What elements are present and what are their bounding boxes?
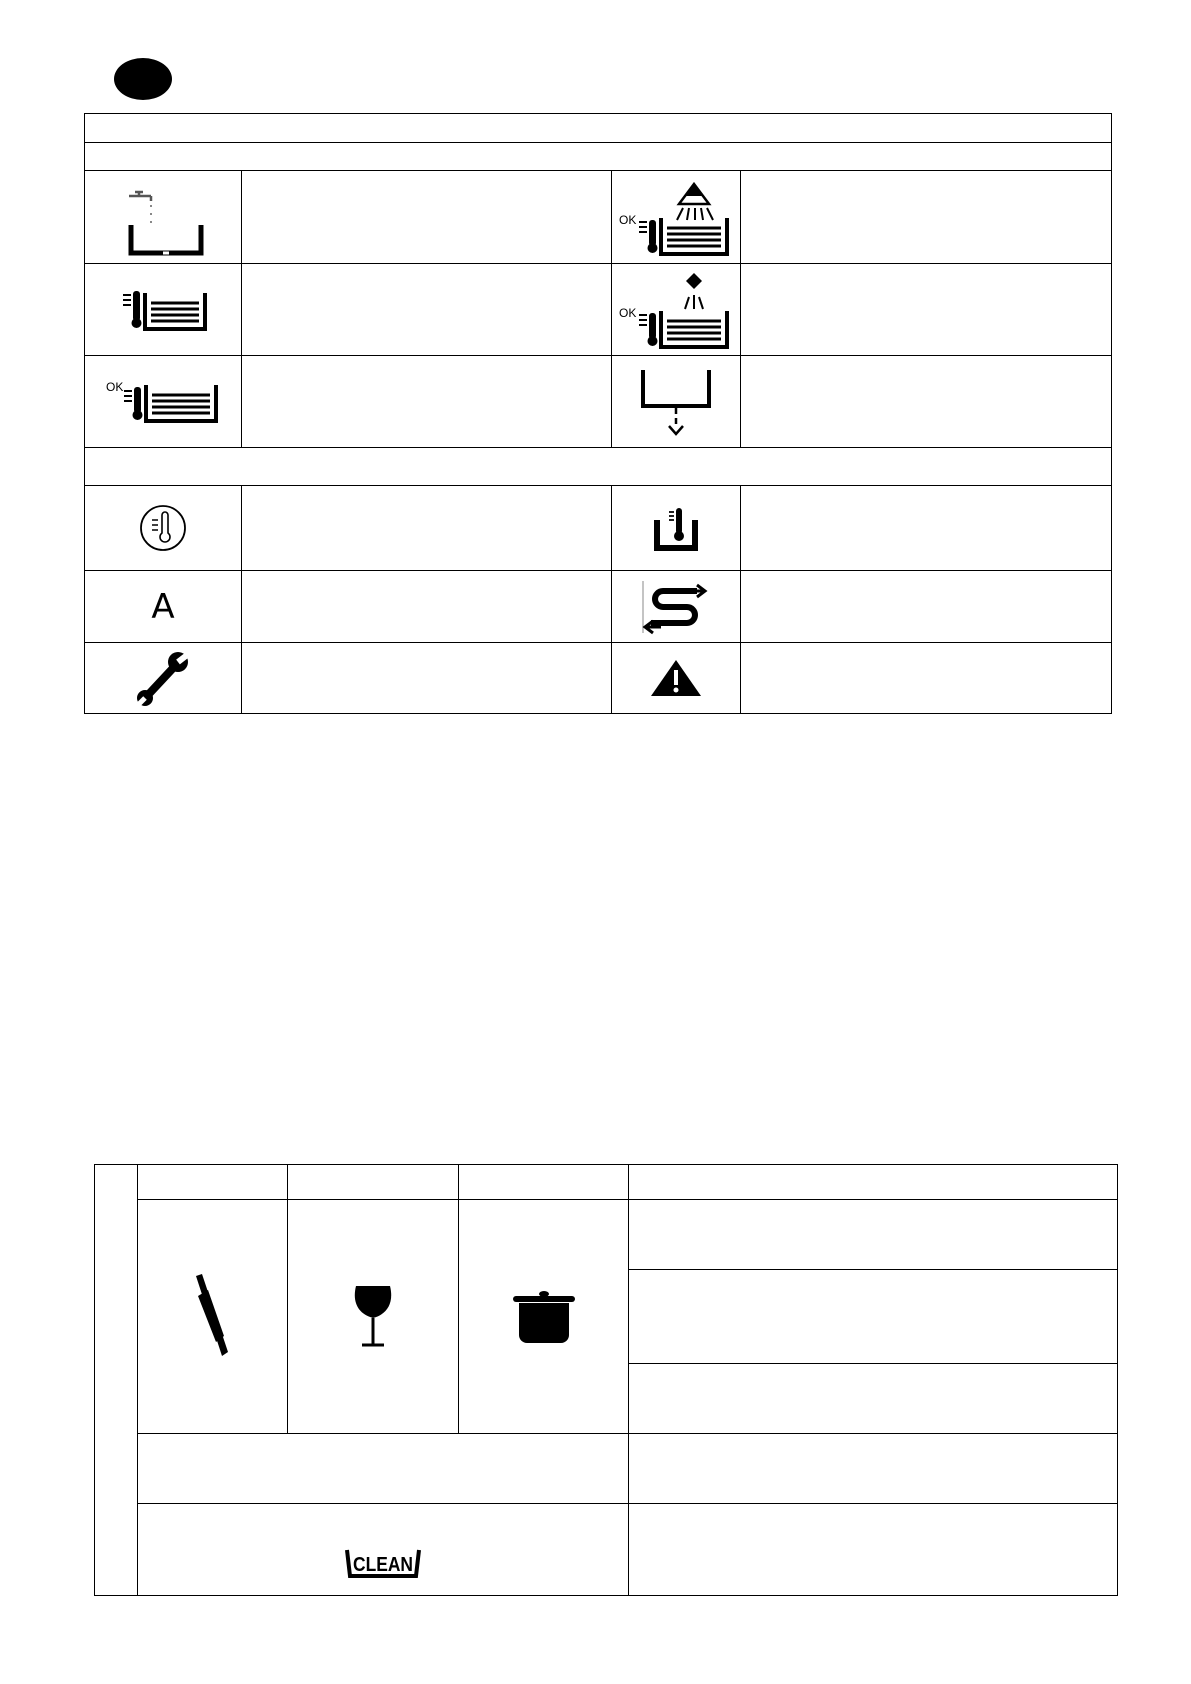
status-text	[242, 643, 612, 714]
symbol-cell	[85, 264, 242, 356]
status-text	[242, 486, 612, 571]
symbol-cell	[85, 486, 242, 571]
status-row	[85, 643, 1112, 714]
side-label	[95, 1165, 138, 1596]
dish-icon-cell	[288, 1200, 459, 1434]
plate-icon	[188, 1272, 238, 1362]
tank-filling-icon	[115, 175, 211, 259]
tank-temperature-ok-icon	[104, 377, 222, 427]
cycle-text	[242, 264, 612, 356]
status-row	[85, 486, 1112, 571]
clean-logo-text: CLEAN	[353, 1553, 413, 1576]
cycle-text	[741, 171, 1112, 264]
symbol-cell	[612, 643, 741, 714]
bottom-left-cell	[138, 1434, 629, 1504]
symbol-cell	[612, 171, 741, 264]
symbol-cell	[612, 486, 741, 571]
rinse-phase-icon	[617, 267, 735, 353]
status-row	[85, 571, 1112, 643]
clean-program-icon	[343, 1546, 423, 1582]
symbol-cell	[85, 643, 242, 714]
wrench-icon	[133, 648, 193, 708]
column-header	[288, 1165, 459, 1200]
symbols-table-title	[85, 114, 1112, 143]
symbol-cell	[612, 264, 741, 356]
svg-text:OK: OK	[619, 305, 637, 320]
symbol-cell	[85, 171, 242, 264]
svg-text:OK: OK	[106, 379, 124, 394]
symbol-cell	[85, 356, 242, 448]
cycle-text	[242, 171, 612, 264]
dish-icon-cell	[138, 1200, 288, 1434]
tank-heating-icon	[115, 285, 211, 335]
tank-drain-icon	[631, 362, 721, 442]
cycle-section-header	[85, 143, 1112, 171]
dish-icon-cell	[459, 1200, 629, 1434]
symbol-cell	[85, 571, 242, 643]
status-text	[741, 571, 1112, 643]
pot-icon	[511, 1287, 577, 1347]
svg-text:OK: OK	[619, 213, 637, 227]
dish-description	[629, 1270, 1118, 1364]
cycle-text	[741, 356, 1112, 448]
symbol-cell	[612, 356, 741, 448]
temperature-display-icon	[138, 503, 188, 553]
status-text	[741, 486, 1112, 571]
clean-program-cell	[138, 1504, 629, 1596]
status-text	[741, 643, 1112, 714]
cycle-row	[85, 264, 1112, 356]
column-header	[459, 1165, 629, 1200]
bottom-right-cell	[629, 1504, 1118, 1596]
status-text	[242, 571, 612, 643]
warning-triangle-icon	[649, 658, 703, 698]
column-header	[138, 1165, 288, 1200]
cycle-text	[242, 356, 612, 448]
bottom-right-cell	[629, 1434, 1118, 1504]
dish-type-table	[94, 1164, 1118, 1596]
dish-description	[629, 1364, 1118, 1434]
column-header	[629, 1165, 1118, 1200]
status-section-header	[85, 448, 1112, 486]
cycle-row	[85, 171, 1112, 264]
boiler-temperature-icon	[651, 504, 701, 552]
cycle-text	[741, 264, 1112, 356]
glass-icon	[348, 1282, 398, 1352]
symbols-table	[84, 113, 1112, 714]
language-badge	[114, 58, 172, 100]
continuous-cycle-icon	[641, 577, 711, 637]
dish-description	[629, 1200, 1118, 1270]
wash-phase-icon	[617, 174, 735, 260]
symbol-cell	[612, 571, 741, 643]
letter-a-icon: A	[151, 586, 175, 627]
cycle-row	[85, 356, 1112, 448]
